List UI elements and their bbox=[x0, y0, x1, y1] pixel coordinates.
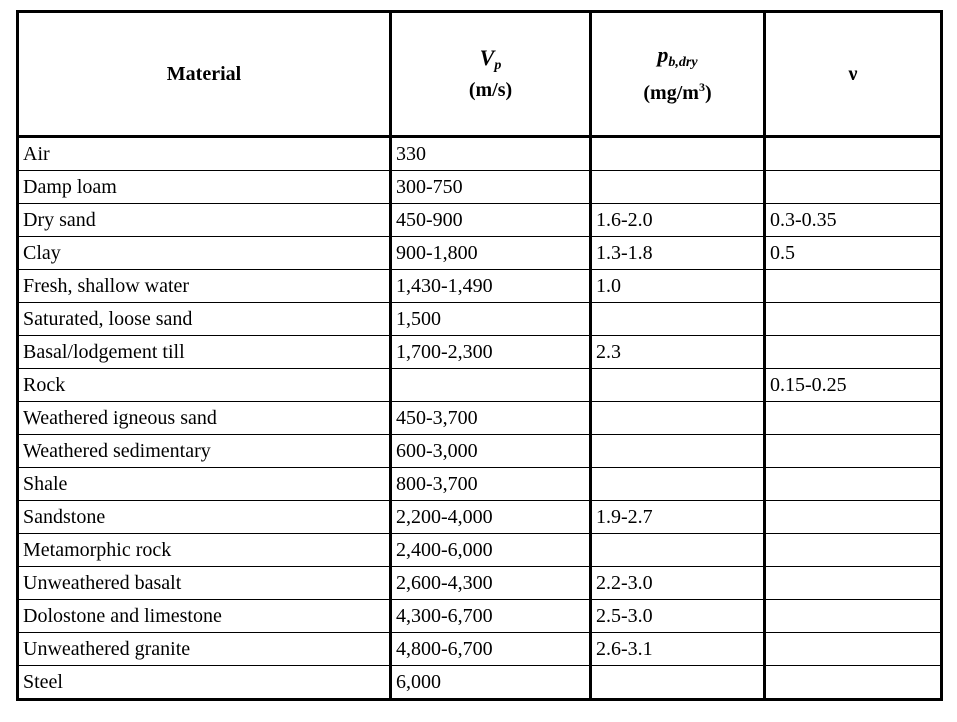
header-density bbox=[591, 12, 765, 137]
cell-poisson bbox=[765, 567, 942, 600]
cell-material: Weathered igneous sand bbox=[18, 402, 391, 435]
table-row bbox=[18, 270, 942, 303]
cell-vp: 1,500 bbox=[391, 303, 591, 336]
cell-poisson bbox=[765, 468, 942, 501]
header-poisson-symbol: ν bbox=[848, 62, 858, 85]
header-density-unit-close: ) bbox=[704, 82, 712, 104]
cell-density: 2.2-3.0 bbox=[591, 567, 765, 600]
cell-material: Weathered sedimentary bbox=[18, 435, 391, 468]
cell-material: Dolostone and limestone bbox=[18, 600, 391, 633]
table-row bbox=[18, 666, 942, 700]
header-density-unit: (mg/m bbox=[643, 82, 699, 104]
header-vp bbox=[391, 12, 591, 137]
table-row bbox=[18, 137, 942, 171]
table-row bbox=[18, 303, 942, 336]
table-body bbox=[18, 137, 942, 700]
table-row bbox=[18, 204, 942, 237]
cell-vp: 800-3,700 bbox=[391, 468, 591, 501]
cell-material: Metamorphic rock bbox=[18, 534, 391, 567]
cell-vp: 450-900 bbox=[391, 204, 591, 237]
cell-poisson bbox=[765, 633, 942, 666]
cell-material: Shale bbox=[18, 468, 391, 501]
cell-vp: 450-3,700 bbox=[391, 402, 591, 435]
cell-density bbox=[591, 402, 765, 435]
cell-density bbox=[591, 534, 765, 567]
cell-density bbox=[591, 435, 765, 468]
cell-material: Unweathered basalt bbox=[18, 567, 391, 600]
table-row bbox=[18, 369, 942, 402]
cell-poisson bbox=[765, 336, 942, 369]
cell-poisson bbox=[765, 402, 942, 435]
cell-density: 1.0 bbox=[591, 270, 765, 303]
header-row bbox=[18, 12, 942, 137]
cell-density bbox=[591, 171, 765, 204]
cell-poisson bbox=[765, 303, 942, 336]
table-row bbox=[18, 567, 942, 600]
cell-density: 2.5-3.0 bbox=[591, 600, 765, 633]
cell-poisson bbox=[765, 501, 942, 534]
header-density-symbol: p bbox=[657, 42, 669, 67]
cell-poisson bbox=[765, 666, 942, 700]
header-vp-unit: (m/s) bbox=[468, 79, 513, 101]
cell-material: Fresh, shallow water bbox=[18, 270, 391, 303]
table-row bbox=[18, 600, 942, 633]
cell-poisson: 0.15-0.25 bbox=[765, 369, 942, 402]
cell-poisson bbox=[765, 137, 942, 171]
cell-vp: 2,600-4,300 bbox=[391, 567, 591, 600]
header-vp-subscript: p bbox=[494, 58, 502, 73]
cell-material: Steel bbox=[18, 666, 391, 700]
table-row bbox=[18, 468, 942, 501]
cell-poisson bbox=[765, 600, 942, 633]
cell-vp: 2,400-6,000 bbox=[391, 534, 591, 567]
cell-poisson bbox=[765, 171, 942, 204]
cell-vp: 2,200-4,000 bbox=[391, 501, 591, 534]
cell-density bbox=[591, 303, 765, 336]
cell-vp bbox=[391, 369, 591, 402]
cell-density bbox=[591, 468, 765, 501]
table-row bbox=[18, 171, 942, 204]
header-material-label: Material bbox=[166, 62, 242, 85]
cell-density: 1.3-1.8 bbox=[591, 237, 765, 270]
cell-vp: 1,700-2,300 bbox=[391, 336, 591, 369]
header-poisson bbox=[765, 12, 942, 137]
cell-poisson bbox=[765, 435, 942, 468]
table-row bbox=[18, 402, 942, 435]
header-density-unit-exponent: 3 bbox=[698, 80, 705, 94]
cell-poisson bbox=[765, 270, 942, 303]
cell-vp: 330 bbox=[391, 137, 591, 171]
cell-poisson: 0.5 bbox=[765, 237, 942, 270]
cell-material: Dry sand bbox=[18, 204, 391, 237]
cell-material: Unweathered granite bbox=[18, 633, 391, 666]
cell-poisson: 0.3-0.35 bbox=[765, 204, 942, 237]
cell-vp: 4,300-6,700 bbox=[391, 600, 591, 633]
cell-vp: 6,000 bbox=[391, 666, 591, 700]
cell-vp: 4,800-6,700 bbox=[391, 633, 591, 666]
cell-material: Basal/lodgement till bbox=[18, 336, 391, 369]
cell-material: Air bbox=[18, 137, 391, 171]
cell-density: 1.9-2.7 bbox=[591, 501, 765, 534]
cell-density: 2.3 bbox=[591, 336, 765, 369]
cell-material: Damp loam bbox=[18, 171, 391, 204]
cell-density bbox=[591, 666, 765, 700]
cell-vp: 1,430-1,490 bbox=[391, 270, 591, 303]
header-material bbox=[18, 12, 391, 137]
material-properties-table bbox=[16, 10, 943, 701]
cell-material: Rock bbox=[18, 369, 391, 402]
cell-vp: 900-1,800 bbox=[391, 237, 591, 270]
table-row bbox=[18, 633, 942, 666]
cell-vp: 300-750 bbox=[391, 171, 591, 204]
cell-density: 2.6-3.1 bbox=[591, 633, 765, 666]
table-row bbox=[18, 237, 942, 270]
cell-density: 1.6-2.0 bbox=[591, 204, 765, 237]
table-row bbox=[18, 501, 942, 534]
table-row bbox=[18, 534, 942, 567]
header-density-subscript: b,dry bbox=[668, 55, 698, 70]
cell-poisson bbox=[765, 534, 942, 567]
cell-density bbox=[591, 137, 765, 171]
table-row bbox=[18, 435, 942, 468]
cell-material: Saturated, loose sand bbox=[18, 303, 391, 336]
table-row bbox=[18, 336, 942, 369]
cell-vp: 600-3,000 bbox=[391, 435, 591, 468]
cell-material: Sandstone bbox=[18, 501, 391, 534]
header-vp-symbol: V bbox=[479, 45, 495, 70]
cell-material: Clay bbox=[18, 237, 391, 270]
cell-density bbox=[591, 369, 765, 402]
